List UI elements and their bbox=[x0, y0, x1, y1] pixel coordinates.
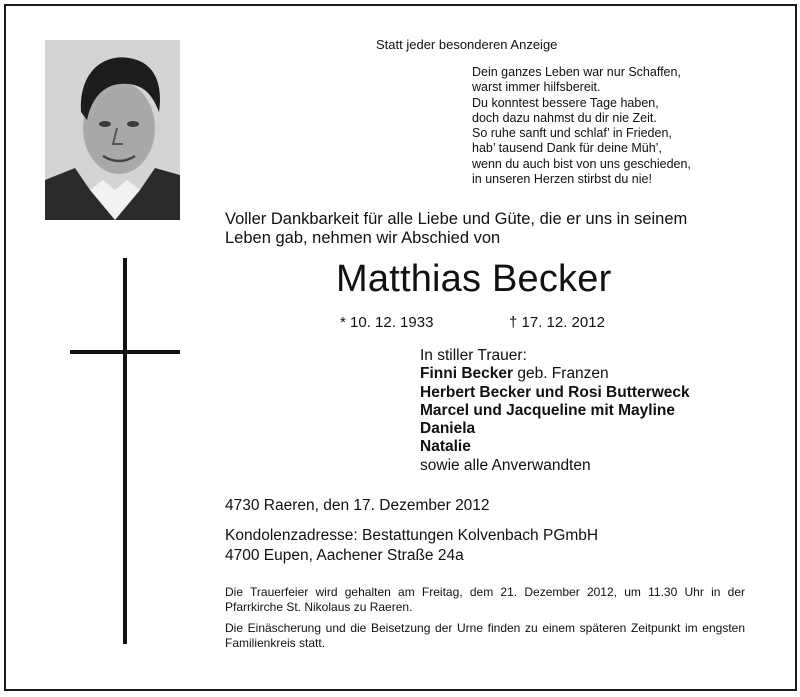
poem-line: Du konntest bessere Tage haben, bbox=[472, 95, 659, 110]
mourner-entry: Herbert Becker und Rosi Butterweck bbox=[420, 383, 690, 401]
deceased-name: Matthias Becker bbox=[336, 258, 612, 300]
poem-line: doch dazu nahmst du dir nie Zeit. bbox=[472, 110, 657, 125]
death-date: † 17. 12. 2012 bbox=[509, 314, 605, 331]
condolence-address bbox=[225, 526, 598, 566]
mourner-entry bbox=[420, 365, 690, 383]
birth-date: * 10. 12. 1933 bbox=[340, 314, 434, 331]
mourner-entry: Natalie bbox=[420, 438, 471, 456]
mourners-closing: sowie alle Anverwandten bbox=[420, 456, 591, 474]
header-notice: Statt jeder besonderen Anzeige bbox=[376, 37, 558, 52]
poem bbox=[472, 65, 691, 187]
condolence-line: 4700 Eupen, Aachener Straße 24a bbox=[225, 547, 464, 564]
cross-crossbar bbox=[70, 350, 180, 354]
mourner-entry: Daniela bbox=[420, 420, 476, 438]
mourner-entry: Marcel und Jacqueline mit Mayline bbox=[420, 401, 675, 419]
mourners-intro: In stiller Trauer: bbox=[420, 347, 527, 364]
portrait-photo bbox=[45, 40, 180, 220]
intro-text bbox=[225, 210, 687, 248]
intro-line: Leben gab, nehmen wir Abschied von bbox=[225, 229, 501, 247]
poem-line: warst immer hilfsbereit. bbox=[472, 80, 601, 95]
intro-line: Voller Dankbarkeit für alle Liebe und Güte, die er uns in seinem bbox=[225, 210, 688, 228]
poem-line: So ruhe sanft und schlaf’ in Frieden, bbox=[472, 126, 672, 141]
poem-line: Dein ganzes Leben war nur Schaffen, bbox=[472, 65, 681, 79]
mourner-maiden-name: geb. Franzen bbox=[513, 365, 609, 383]
mourners-list bbox=[420, 347, 690, 475]
funeral-notice: Die Trauerfeier wird gehalten am Freitag, dem 21. Dezember 2012, um 11.30 Uhr in der Pfarrkirche St. Nikolaus zu Raeren. bbox=[225, 585, 745, 614]
cross-icon bbox=[123, 258, 127, 644]
poem-line: wenn du auch bist von uns geschieden, bbox=[472, 156, 691, 171]
condolence-line: Kondolenzadresse: Bestattungen Kolvenbach PGmbH bbox=[225, 527, 599, 544]
burial-notice: Die Einäscherung und die Beisetzung der Urne finden zu einem späteren Zeitpunkt im engsten Familienkreis statt. bbox=[225, 621, 745, 650]
poem-line: hab’ tausend Dank für deine Müh’, bbox=[472, 141, 662, 156]
mourner-name: Finni Becker bbox=[420, 365, 514, 383]
poem-line: in unseren Herzen stirbst du nie! bbox=[472, 172, 652, 187]
place-date: 4730 Raeren, den 17. Dezember 2012 bbox=[225, 497, 490, 514]
